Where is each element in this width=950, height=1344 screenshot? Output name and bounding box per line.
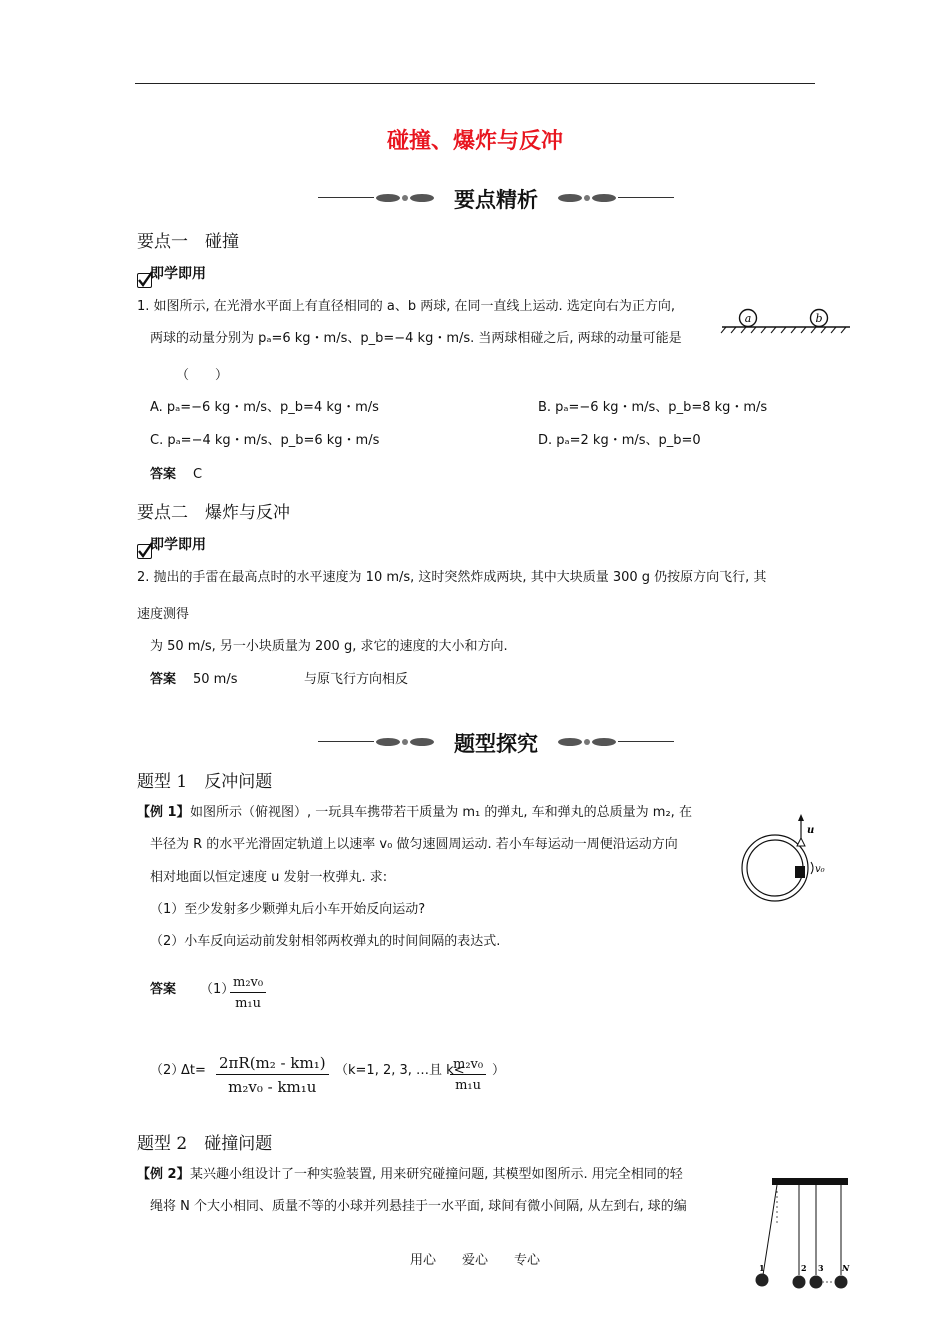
- circular-track-figure: [735, 812, 835, 904]
- two-balls-figure: [718, 303, 853, 335]
- example-1-line3: 相对地面以恒定速度 u 发射一枚弹丸. 求:: [150, 870, 388, 885]
- example-1-line2: 半径为 R 的水平光滑固定轨道上以速率 v₀ 做匀速圆周运动. 若小车每运动一周便沿运动方向: [150, 837, 678, 852]
- question-2-line2: 速度测得: [137, 607, 190, 622]
- option-a: A. pₐ=−6 kg・m/s、p_b=4 kg・m/s: [150, 400, 379, 415]
- ornament-icon: [556, 735, 618, 749]
- answer-label: 答案: [150, 982, 177, 997]
- pendulum-label-1: 1: [759, 1263, 765, 1273]
- point2-subheading: 即学即用: [150, 537, 206, 553]
- example-2-line2: 绳将 N 个大小相同、质量不等的小球并列悬挂于一水平面, 球间有微小间隔, 从左到右, 球的编: [150, 1199, 687, 1214]
- answer-2-condition: （k=1, 2, 3, …且 k<: [335, 1063, 465, 1078]
- point2-heading: 要点二 爆炸与反冲: [137, 503, 290, 523]
- fraction-denominator: m₁u: [235, 996, 262, 1011]
- example-2-label: 【例 2】: [137, 1167, 190, 1182]
- question-2-line3: 为 50 m/s, 另一小块质量为 200 g, 求它的速度的大小和方向.: [150, 639, 508, 654]
- banner-label: 要点精析: [454, 188, 538, 212]
- answer-value: 50 m/s: [193, 672, 238, 687]
- fraction-numerator: m₂v₀: [450, 1057, 486, 1075]
- example-1-line1: 如图所示（俯视图）, 一玩具车携带若干质量为 m₁ 的弹丸, 车和弹丸的总质量为 m₂, 在: [190, 805, 692, 820]
- option-c: C. pₐ=−4 kg・m/s、p_b=6 kg・m/s: [150, 433, 380, 448]
- answer-1-fraction: [230, 975, 266, 1011]
- ornament-icon: [556, 191, 618, 205]
- banner-label: 题型探究: [454, 732, 538, 756]
- page-title: 碰撞、爆炸与反冲: [386, 129, 563, 154]
- fraction-numerator: 2πR(m₂ - km₁): [216, 1054, 329, 1075]
- option-b: B. pₐ=−6 kg・m/s、p_b=8 kg・m/s: [538, 400, 768, 415]
- example-1-q2: （2）小车反向运动前发射相邻两枚弹丸的时间间隔的表达式.: [150, 934, 501, 949]
- option-d: D. pₐ=2 kg・m/s、p_b=0: [538, 433, 701, 448]
- pendulum-figure: [748, 1176, 852, 1292]
- type1-heading: 题型 1 反冲问题: [137, 772, 273, 792]
- ball-b-label: b: [815, 312, 823, 325]
- velocity-u-label: u: [807, 825, 815, 836]
- pendulum-label-n: N: [842, 1263, 850, 1273]
- pendulum-label-2: 2: [801, 1263, 807, 1273]
- fraction-numerator: m₂v₀: [230, 975, 266, 993]
- point1-subheading: 即学即用: [150, 266, 206, 282]
- answer-1-index: （1）: [200, 982, 235, 997]
- velocity-v0-label: v₀: [815, 864, 825, 875]
- point1-heading: 要点一 碰撞: [137, 232, 239, 252]
- question-1-line1: 1. 如图所示, 在光滑水平面上有直径相同的 a、b 两球, 在同一直线上运动. 选定向右为正方向,: [137, 299, 675, 314]
- answer-2-fraction: [216, 1054, 329, 1096]
- header-rule: [135, 83, 815, 84]
- type2-heading: 题型 2 碰撞问题: [137, 1134, 273, 1154]
- ball-a-label: a: [744, 312, 752, 325]
- example-1-q1: （1）至少发射多少颗弹丸后小车开始反向运动?: [150, 902, 426, 917]
- answer-label: 答案: [150, 672, 177, 687]
- answer-direction: 与原飞行方向相反: [304, 672, 409, 687]
- section-banner-key-points: [318, 183, 674, 213]
- answer-2-condition-fraction: [450, 1057, 486, 1093]
- answer-2-close: ）: [492, 1063, 506, 1078]
- page-footer: 用心 爱心 专心: [409, 1253, 540, 1268]
- question-2-line1: 2. 抛出的手雷在最高点时的水平速度为 10 m/s, 这时突然炸成两块, 其中大块质量 300 g 仍按原方向飞行, 其: [137, 570, 767, 585]
- answer-2-index: （2）: [150, 1063, 185, 1078]
- example-2-line1: 某兴趣小组设计了一种实验装置, 用来研究碰撞问题, 其模型如图所示. 用完全相同的轻: [190, 1167, 683, 1182]
- pendulum-label-3: 3: [818, 1263, 824, 1273]
- section-banner-problem-types: [318, 727, 674, 757]
- answer-label: 答案: [150, 467, 177, 482]
- answer-value: C: [193, 467, 203, 482]
- question-1-blank: （ ）: [176, 368, 229, 383]
- fraction-denominator: m₂v₀ - km₁u: [228, 1078, 317, 1096]
- answer-2-lhs: Δt=: [181, 1063, 206, 1078]
- example-1-label: 【例 1】: [137, 805, 190, 820]
- question-1-line2: 两球的动量分别为 pₐ=6 kg・m/s、p_b=−4 kg・m/s. 当两球相碰之后, 两球的动量可能是: [150, 331, 682, 346]
- fraction-denominator: m₁u: [455, 1078, 482, 1093]
